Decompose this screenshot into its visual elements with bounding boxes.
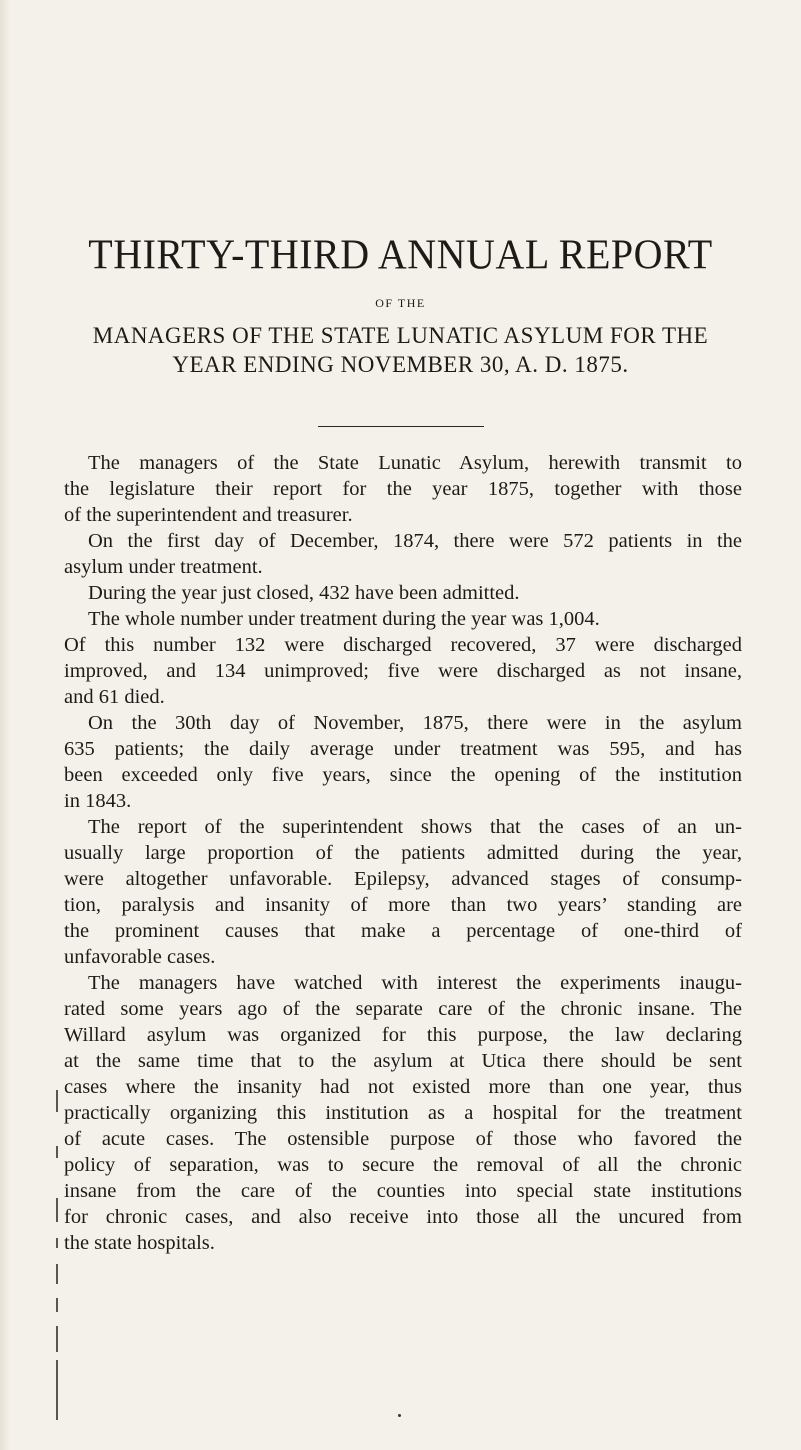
body-line: and 61 died. — [64, 686, 165, 708]
body-line: asylum under treatment. — [64, 556, 263, 578]
page-mark-dot — [398, 1414, 401, 1417]
body-line: The managers of the State Lunatic Asylum, herewith transmit to — [88, 452, 742, 474]
report-subtitle — [0, 321, 801, 379]
section-divider — [318, 426, 484, 427]
body-line: On the first day of December, 1874, there were 572 patients in the — [88, 530, 742, 552]
body-line: were altogether unfavorable. Epilepsy, advanced stages of consump- — [64, 868, 742, 890]
body-line: practically organizing this institution as a hospital for the treatment — [64, 1102, 742, 1124]
body-line: cases where the insanity had not existed more than one year, thus — [64, 1076, 742, 1098]
body-line: the prominent causes that make a percentage of one-third of — [64, 920, 742, 942]
body-line: in 1843. — [64, 790, 132, 812]
body-line: On the 30th day of November, 1875, there were in the asylum — [88, 712, 742, 734]
of-the-label: OF THE — [375, 296, 426, 310]
body-line: of the superintendent and treasurer. — [64, 504, 353, 526]
body-line: rated some years ago of the separate care of the chronic insane. The — [64, 998, 742, 1020]
subtitle-line-1: MANAGERS OF THE STATE LUNATIC ASYLUM FOR THE — [92, 323, 709, 348]
body-line: been exceeded only five years, since the opening of the institution — [64, 764, 742, 786]
body-line: The managers have watched with interest the experiments inaugu- — [88, 972, 742, 994]
body-line: insane from the care of the counties into special state institutions — [64, 1180, 742, 1202]
body-line: usually large proportion of the patients admitted during the year, — [64, 842, 742, 864]
body-line: tion, paralysis and insanity of more than two years’ standing are — [64, 894, 742, 916]
body-line: policy of separation, was to secure the removal of all the chronic — [64, 1154, 742, 1176]
page-edge-shadow — [0, 0, 10, 1450]
body-line: for chronic cases, and also receive into those all the uncured from — [64, 1206, 742, 1228]
body-line: During the year just closed, 432 have been admitted. — [88, 582, 520, 604]
binding-edge-marks — [56, 1090, 60, 1420]
subtitle-line-2: YEAR ENDING NOVEMBER 30, A. D. 1875. — [172, 352, 629, 377]
body-line: improved, and 134 unimproved; five were discharged as not insane, — [64, 660, 742, 682]
body-line: the legislature their report for the year 1875, together with those — [64, 478, 742, 500]
body-line: The whole number under treatment during the year was 1,004. — [88, 608, 600, 630]
body-line: unfavorable cases. — [64, 946, 216, 968]
body-line: The report of the superintendent shows that the cases of an un- — [88, 816, 742, 838]
body-line: at the same time that to the asylum at Utica there should be sent — [64, 1050, 742, 1072]
body-line: Willard asylum was organized for this purpose, the law declaring — [64, 1024, 742, 1046]
body-line: Of this number 132 were discharged recovered, 37 were discharged — [64, 634, 742, 656]
report-body — [64, 450, 742, 1256]
body-line: of acute cases. The ostensible purpose of those who favored the — [64, 1128, 742, 1150]
body-line: the state hospitals. — [64, 1232, 215, 1254]
report-title: THIRTY-THIRD ANNUAL REPORT — [88, 230, 713, 279]
body-line: 635 patients; the daily average under treatment was 595, and has — [64, 738, 742, 760]
